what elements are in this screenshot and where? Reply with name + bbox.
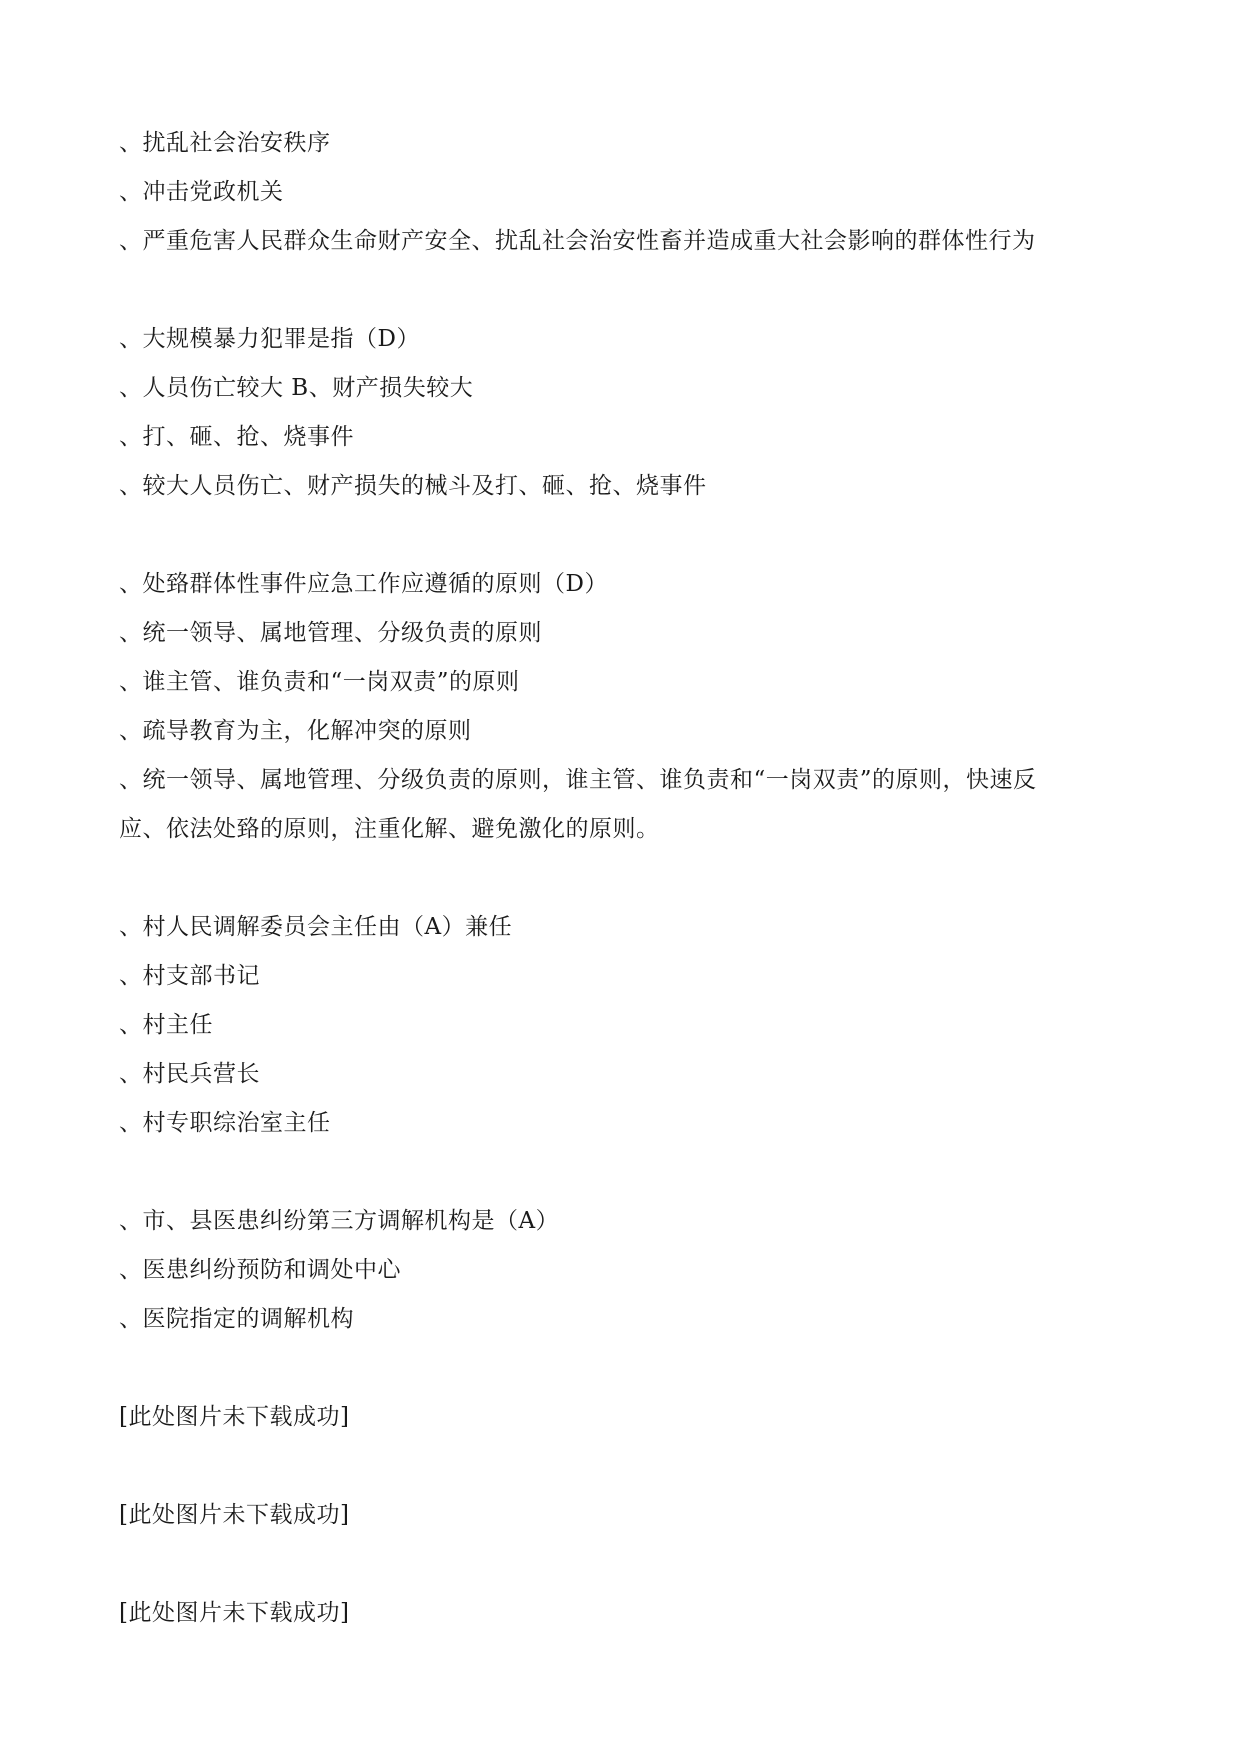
- option-line: 、较大人员伤亡、财产损失的械斗及打、砸、抢、烧事件: [119, 473, 707, 499]
- option-line: 、严重危害人民群众生命财产安全、扰乱社会治安性畜并造成重大社会影响的群体性行为: [119, 228, 1036, 254]
- option-line: 、村支部书记: [119, 963, 260, 989]
- option-line: 、扰乱社会治安秩序: [119, 130, 331, 156]
- option-line-continuation: 应、依法处臵的原则，注重化解、避免激化的原则。: [119, 816, 660, 842]
- option-line: 、统一领导、属地管理、分级负责的原则，谁主管、谁负责和“一岗双责”的原则，快速反: [119, 767, 1037, 793]
- option-line: 、统一领导、属地管理、分级负责的原则: [119, 620, 542, 646]
- option-line: 、村主任: [119, 1012, 213, 1038]
- option-line: 、打、砸、抢、烧事件: [119, 424, 354, 450]
- option-line: 、村民兵营长: [119, 1061, 260, 1087]
- image-placeholder: [此处图片未下载成功]: [119, 1502, 350, 1528]
- question-stem: 、大规模暴力犯罪是指（D）: [119, 326, 420, 352]
- question-stem: 、处臵群体性事件应急工作应遵循的原则（D）: [119, 571, 608, 597]
- option-line: 、冲击党政机关: [119, 179, 284, 205]
- option-line: 、疏导教育为主，化解冲突的原则: [119, 718, 472, 744]
- option-line: 、医院指定的调解机构: [119, 1306, 354, 1332]
- image-placeholder: [此处图片未下载成功]: [119, 1600, 350, 1626]
- question-stem: 、市、县医患纠纷第三方调解机构是（A）: [119, 1208, 560, 1234]
- option-line: 、医患纠纷预防和调处中心: [119, 1257, 401, 1283]
- question-stem: 、村人民调解委员会主任由（A）兼任: [119, 914, 513, 940]
- option-line: 、人员伤亡较大 B、财产损失较大: [119, 375, 474, 401]
- image-placeholder: [此处图片未下载成功]: [119, 1404, 350, 1430]
- option-line: 、村专职综治室主任: [119, 1110, 331, 1136]
- option-line: 、谁主管、谁负责和“一岗双责”的原则: [119, 669, 520, 695]
